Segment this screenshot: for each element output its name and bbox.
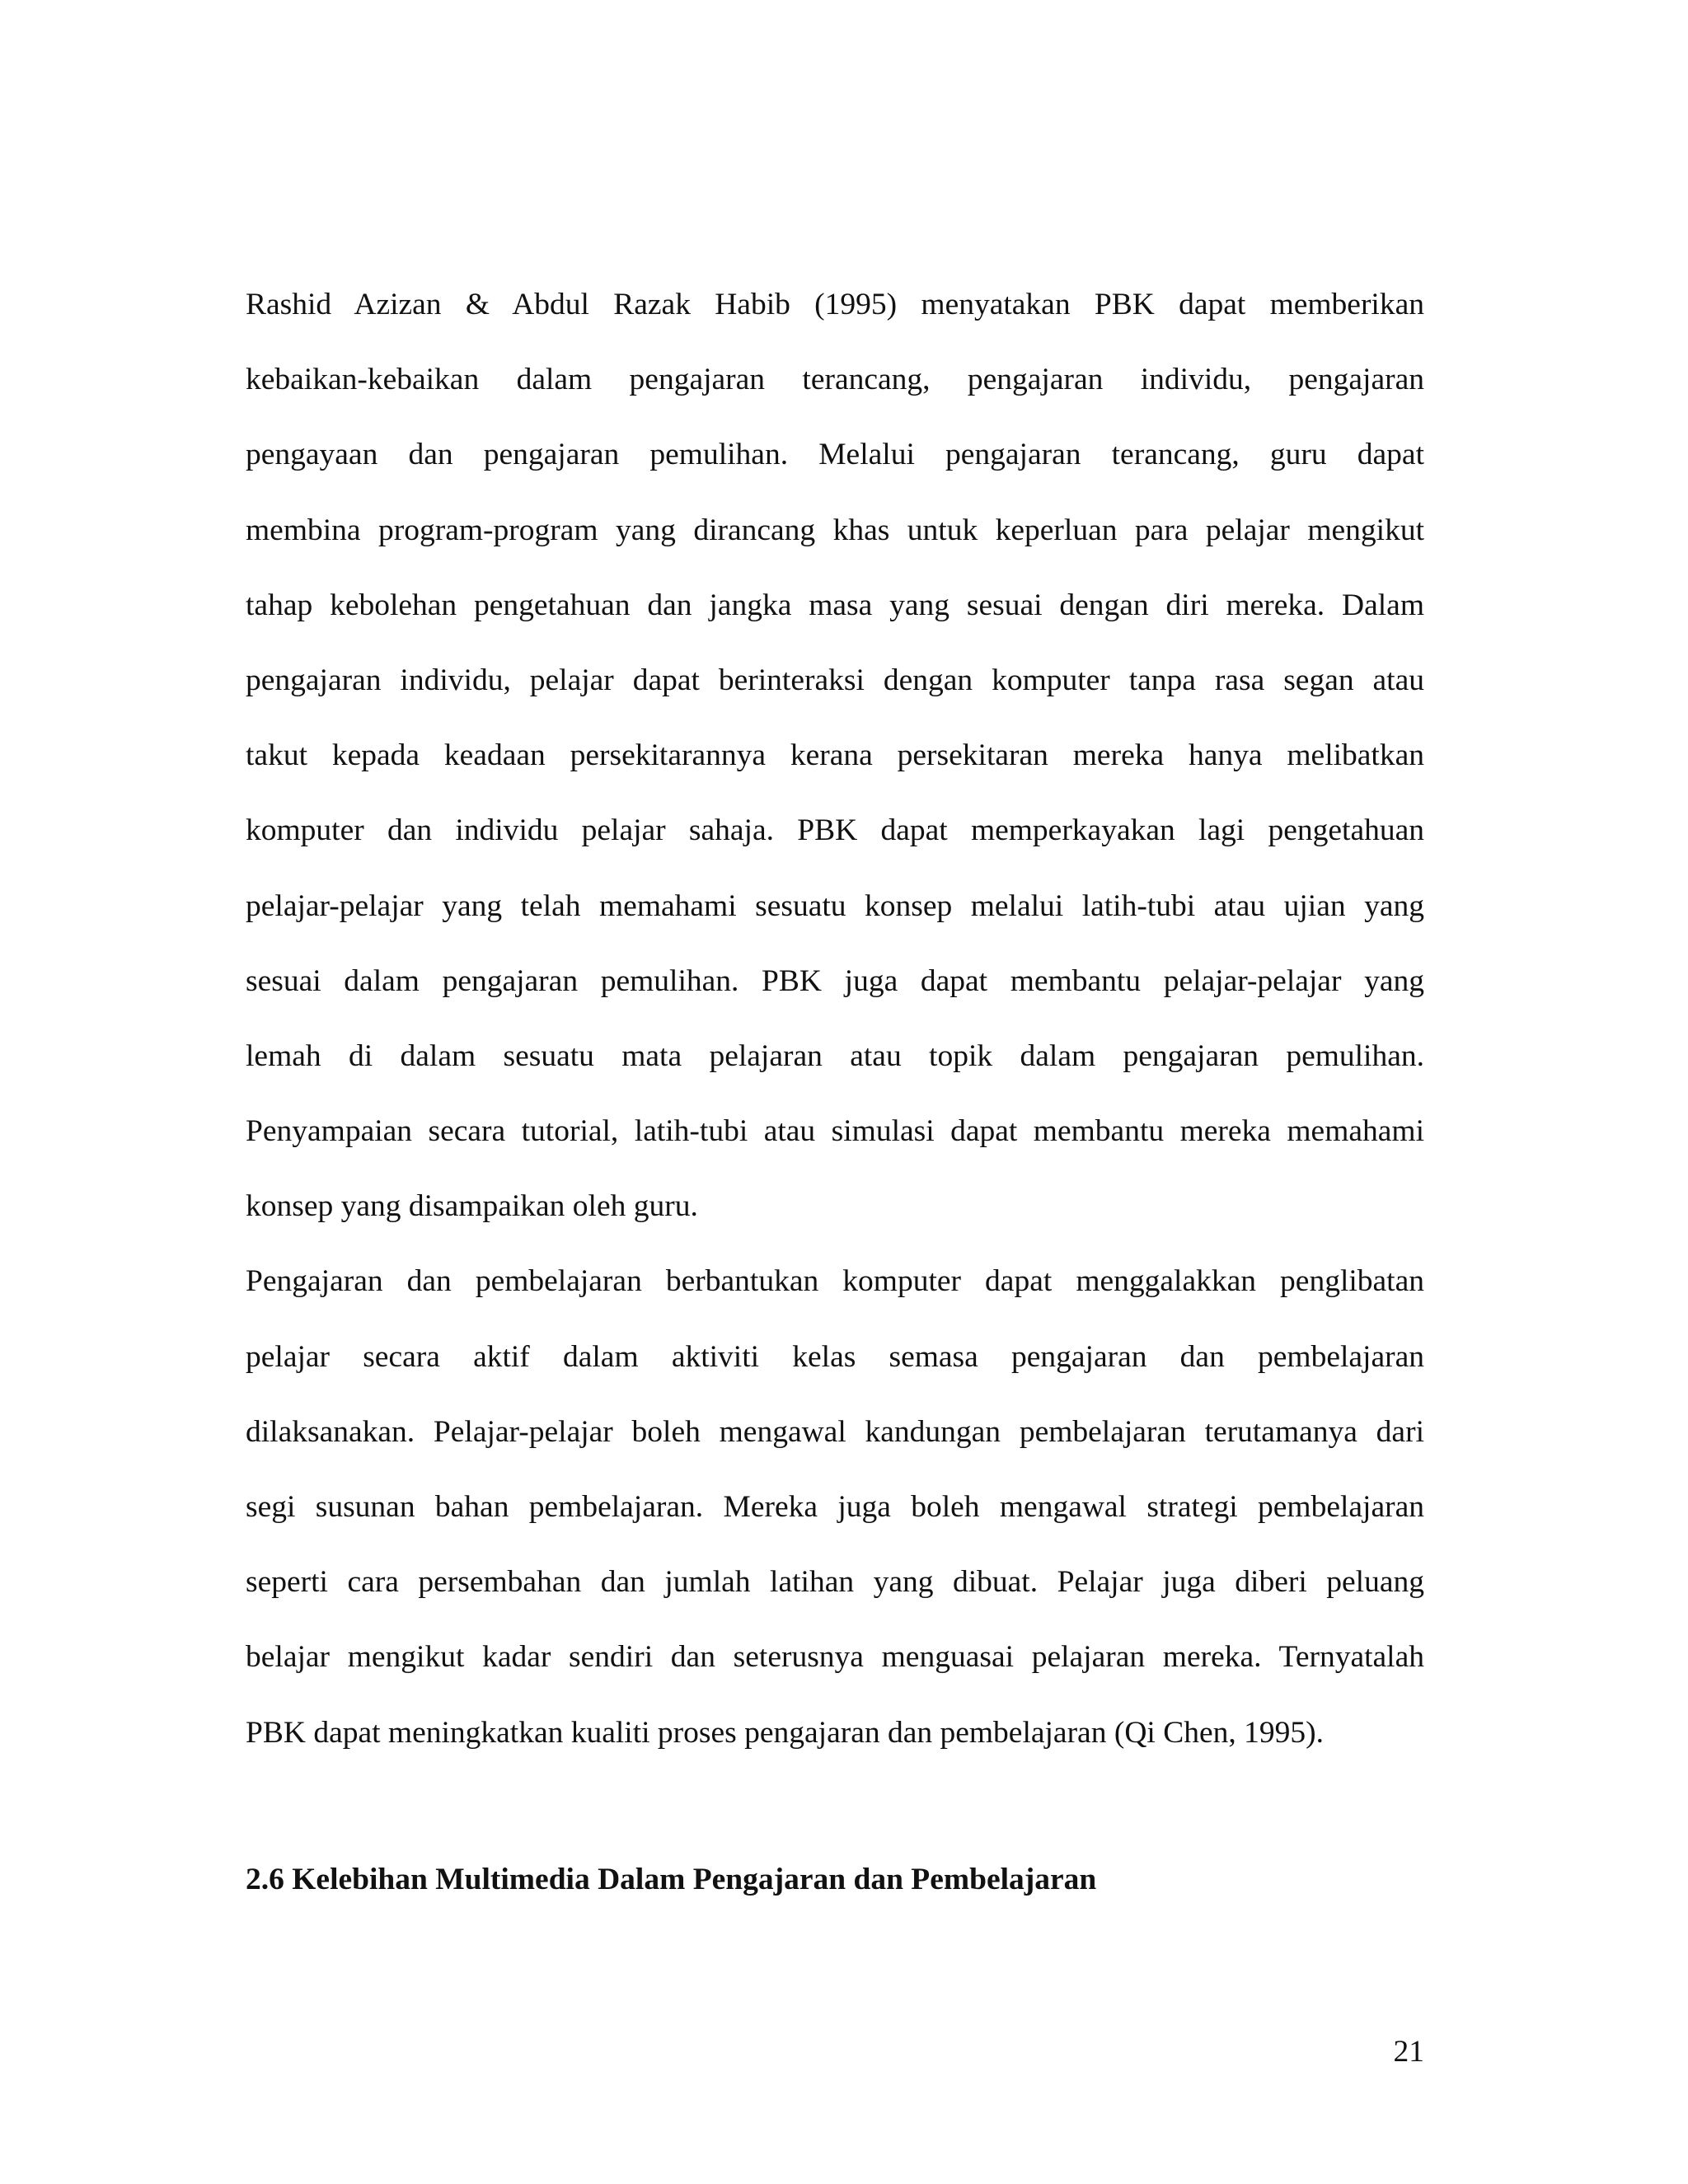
text-line: seperti cara persembahan dan jumlah latihan yang dibuat. Pelajar juga diberi peluang xyxy=(246,1565,1424,1600)
paragraph-1 xyxy=(246,267,1424,1244)
text-line: Penyampaian secara tutorial, latih-tubi atau simulasi dapat membantu mereka memahami xyxy=(246,1114,1424,1149)
page-number: 21 xyxy=(1393,2035,1424,2069)
paragraph-2 xyxy=(246,1244,1424,1769)
text-line: segi susunan bahan pembelajaran. Mereka juga boleh mengawal strategi pembelajaran xyxy=(246,1490,1424,1524)
text-line: tahap kebolehan pengetahuan dan jangka masa yang sesuai dengan diri mereka. Dalam xyxy=(246,588,1424,622)
text-line: kebaikan-kebaikan dalam pengajaran terancang, pengajaran individu, pengajaran xyxy=(246,363,1424,397)
body-text xyxy=(246,267,1424,1770)
text-line: Pengajaran dan pembelajaran berbantukan komputer dapat menggalakkan penglibatan xyxy=(246,1264,1424,1299)
text-line: Rashid Azizan & Abdul Razak Habib (1995) menyatakan PBK dapat memberikan xyxy=(246,288,1424,321)
text-line: pelajar-pelajar yang telah memahami sesuatu konsep melalui latih-tubi atau ujian yang xyxy=(246,888,1424,923)
text-line: sesuai dalam pengajaran pemulihan. PBK juga dapat membantu pelajar-pelajar yang xyxy=(246,963,1424,998)
text-line: dilaksanakan. Pelajar-pelajar boleh mengawal kandungan pembelajaran terutamanya dari xyxy=(246,1414,1424,1449)
text-line: PBK dapat meningkatkan kualiti proses pengajaran dan pembelajaran (Qi Chen, 1995). xyxy=(246,1715,1324,1750)
text-line: komputer dan individu pelajar sahaja. PBK dapat memperkayakan lagi pengetahuan xyxy=(246,813,1424,848)
text-line: takut kepada keadaan persekitarannya kerana persekitaran mereka hanya melibatkan xyxy=(246,738,1424,773)
text-line: membina program-program yang dirancang khas untuk keperluan para pelajar mengikut xyxy=(246,513,1424,547)
text-line: konsep yang disampaikan oleh guru. xyxy=(246,1189,698,1224)
text-line: pelajar secara aktif dalam aktiviti kelas semasa pengajaran dan pembelajaran xyxy=(246,1339,1424,1374)
section-heading: 2.6 Kelebihan Multimedia Dalam Pengajaran dan Pembelajaran xyxy=(246,1863,1097,1896)
text-line: belajar mengikut kadar sendiri dan seterusnya menguasai pelajaran mereka. Ternyatalah xyxy=(246,1640,1424,1675)
text-line: lemah di dalam sesuatu mata pelajaran atau topik dalam pengajaran pemulihan. xyxy=(246,1038,1424,1073)
text-line: pengajaran individu, pelajar dapat berinteraksi dengan komputer tanpa rasa segan atau xyxy=(246,663,1424,697)
text-line: pengayaan dan pengajaran pemulihan. Melalui pengajaran terancang, guru dapat xyxy=(246,438,1424,472)
